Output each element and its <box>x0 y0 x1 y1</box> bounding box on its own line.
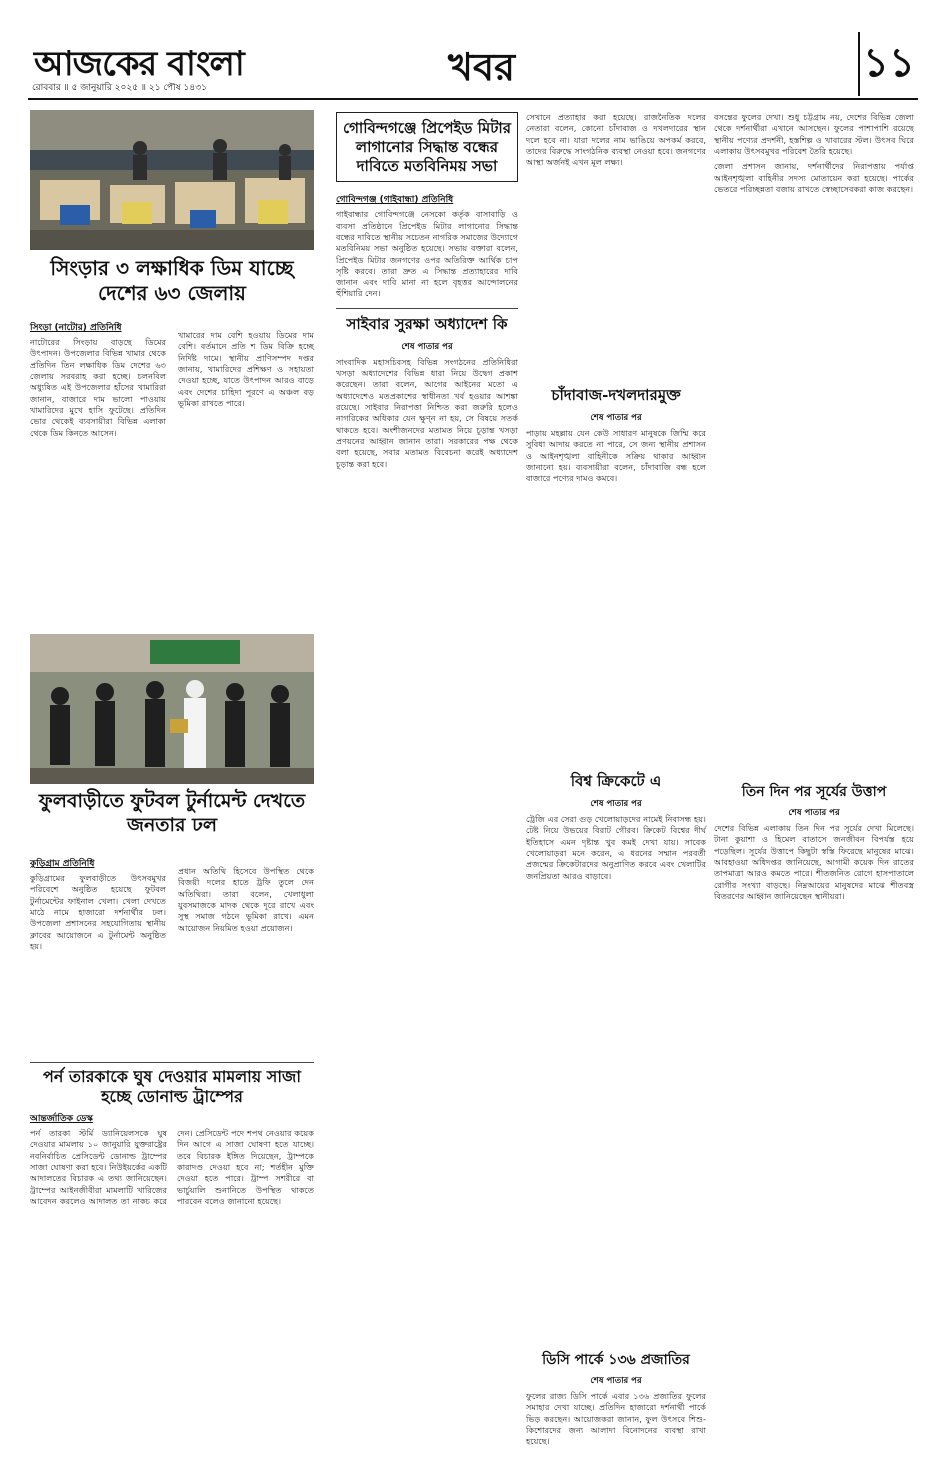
football-headline: ফুলবাড়ীতে ফুটবল টুর্নামেন্ট দেখতে জনতার ঢল <box>38 790 306 836</box>
eggs-headline: সিংড়ার ৩ লক্ষাধিক ডিম যাচ্ছে দেশের ৬৩ জেলায় <box>50 256 294 305</box>
trump-byline: আন্তর্জাতিক ডেস্ক <box>30 1114 93 1124</box>
cyber-headline: সাইবার সুরক্ষা অধ্যাদেশ কি <box>346 314 508 333</box>
chandabaj-body-b: পাড়ায় মহল্লায় যেন কেউ সাধারণ মানুষকে জিম্মি করে সুবিধা আদায় করতে না পারে, সে জন্য স্থানীয় প্রশাসন ও আইনশৃঙ্খলা বাহিনীকে সক্রিয় থাকার আহ্বান জানানো হয়। ব্যবসায়ীরা বলেন, চাঁদাবাজি বন্ধ হলে বাজারে পণ্যের দামও কমবে। <box>526 428 706 484</box>
meter-headline: গোবিন্দগঞ্জে প্রিপেইড মিটার লাগানোর সিদ্ধান্ত বন্ধের দাবিতে মতবিনিময় সভা <box>336 112 518 182</box>
football-byline: কুড়িগ্রাম প্রতিনিধি <box>30 859 95 869</box>
eggs-byline: সিংড়া (নাটোর) প্রতিনিধি <box>30 323 122 333</box>
page-number: ১১ <box>858 32 918 96</box>
section-divider <box>336 308 518 309</box>
cold-headline: তিন দিন পর সূর্যের উত্তাপ <box>741 784 887 800</box>
chandabaj-continued: শেষ পাতার পর <box>590 413 642 423</box>
cold-body: দেশের বিভিন্ন এলাকায় তিন দিন পর সূর্যের দেখা মিলেছে। টানা কুয়াশা ও হিমেল বাতাসে জনজীবন বিপর্যস্ত হয়ে পড়েছিল। সূর্যের উত্তাপে কিছুটা স্বস্তি ফিরেছে মানুষের মাঝে। আবহাওয়া অধিদপ্তর জানিয়েছে, আগামী কয়েক দিন রাতের তাপমাত্রা আরও কমতে পারে। শীতজনিত রোগে হাসপাতালে রোগীর সংখ্যা বাড়ছে। নিম্নআয়ের মানুষদের মাঝে শীতবস্ত্র বিতরণের আহ্বান জানিয়েছেন স্থানীয়রা। <box>714 823 914 901</box>
butterfly-continued: শেষ পাতার পর <box>590 1376 642 1386</box>
chandabaj-headline: চাঁদাবাজ-দখলদারমুক্ত <box>551 386 681 404</box>
cyber-continued: শেষ পাতার পর <box>401 341 453 352</box>
eggs-body-1: নাটোরের সিংড়ায় বাড়ছে ডিমের উৎপাদন। উপজেলার বিভিন্ন খামার থেকে প্রতিদিন তিন লক্ষাধিক ডিম দেশের ৬৩ জেলায় সরবরাহ করা হচ্ছে। চলনবিল অধ্যুষিত এই উপজেলার হাঁসের খামারিরা জানান, বাজারে দাম ভালো পাওয়ায় খামারিদের মুখে হাসি ফুটেছে। প্রতিদিন ভোর থেকেই ব্যবসায়ীরা বিভিন্ন এলাকা থেকে ডিম কিনতে আসেন। <box>30 337 166 438</box>
section-divider <box>30 1062 314 1063</box>
section-title: খবর <box>448 44 516 89</box>
meter-body: গাইবান্ধার গোবিন্দগঞ্জে নেসকো কর্তৃক বাসাবাড়ি ও ব্যবসা প্রতিষ্ঠানে প্রিপেইড মিটার লাগানোর সিদ্ধান্ত বন্ধের দাবিতে স্থানীয় সচেতন নাগরিক সমাজের উদ্যোগে মতবিনিময় সভা অনুষ্ঠিত হয়েছে। সভায় বক্তারা বলেন, প্রিপেইড মিটার জনগণের ওপর অতিরিক্ত আর্থিক চাপ সৃষ্টি করবে। তারা দ্রুত এ সিদ্ধান্ত প্রত্যাহারের দাবি জানান এবং দাবি মানা না হলে বৃহত্তর আন্দোলনের হুঁশিয়ারি দেন। <box>336 209 518 299</box>
cricket-body: ট্রেজি এর সেরা গুড় খেলোয়াড়দের নামেই নিবাসন্ধ হয়। টেষ্ট নিয়ে উভয়ের বিরাট গৌরব। ক্রিকেট বিশ্বের দীর্ঘ ইতিহাসে এমন দৃষ্টান্ত খুব কমই দেখা যায়। সাবেক খেলোয়াড়রা মনে করেন, এ ধরনের সম্মান পরবর্তী প্রজন্মের ক্রিকেটারদের অনুপ্রাণিত করবে এবং খেলাটির জনপ্রিয়তা আরও বাড়াবে। <box>526 814 706 881</box>
football-body-1: কুড়িগ্রামের ফুলবাড়ীতে উৎসবমুখর পরিবেশে অনুষ্ঠিত হয়েছে ফুটবল টুর্নামেন্টের ফাইনাল খেলা। খেলা দেখতে মাঠে নামে হাজারো দর্শনার্থীর ঢল। উপজেলা প্রশাসনের সহযোগিতায় স্থানীয় ক্লাবের আয়োজনে এ টুর্নামেন্ট অনুষ্ঠিত হয়। <box>30 873 166 951</box>
cricket-headline: বিশ্ব ক্রিকেটে এ <box>570 772 662 790</box>
butterfly-body: ফুলের রাজ্য ডিসি পার্কে এবার ১৩৬ প্রজাতির ফুলের সমাহার দেখা যাচ্ছে। প্রতিদিন হাজারো দর্শনার্থী পার্কে ভিড় করছেন। আয়োজকরা জানান, ফুল উৎসবে শিশু-কিশোরদের জন্য আলাদা বিনোদনের ব্যবস্থা রাখা হয়েছে। <box>526 1391 706 1447</box>
issue-date: রোববার ॥ ৫ জানুয়ারি ২০২৫ ॥ ২১ পৌষ ১৪৩১ <box>32 83 207 93</box>
cricket-continued: শেষ পাতার পর <box>590 799 642 809</box>
cold-continued: শেষ পাতার পর <box>788 808 840 818</box>
trump-headline: পর্ন তারকাকে ঘুষ দেওয়ার মামলায় সাজা হচ্ছে ডোনাল্ড ট্রাম্পের <box>43 1067 301 1106</box>
newspaper-name: আজকের বাংলা <box>34 44 244 84</box>
masthead-rule <box>28 98 918 100</box>
column-d-body-2: জেলা প্রশাসন জানায়, দর্শনার্থীদের নিরাপত্তায় পর্যাপ্ত আইনশৃঙ্খলা বাহিনীর সদস্য মোতায়েন করা হয়েছে। পার্কের ভেতরে পরিচ্ছন্নতা বজায় রাখতে স্বেচ্ছাসেবকরা কাজ করছেন। <box>714 161 914 194</box>
football-body-2: প্রধান অতিথি হিসেবে উপস্থিত থেকে বিজয়ী দলের হাতে ট্রফি তুলে দেন অতিথিরা। তারা বলেন, খেলাধুলা যুবসমাজকে মাদক থেকে দূরে রাখে এবং সুস্থ সমাজ গঠনে ভূমিকা রাখে। এমন আয়োজন নিয়মিত হওয়া প্রয়োজন। <box>178 866 314 933</box>
egg-market-photo <box>30 110 314 250</box>
cyber-body: সাংবাদিক মহাসচিবসহ বিভিন্ন সংগঠনের প্রতিনিধিরা খসড়া অধ্যাদেশের বিভিন্ন ধারা নিয়ে উদ্বেগ প্রকাশ করেছেন। তারা বলেন, আগের আইনের মতো এ অধ্যাদেশেও মতপ্রকাশের স্বাধীনতা খর্ব হওয়ার আশঙ্কা রয়েছে। সাইবার নিরাপত্তা নিশ্চিত করা জরুরি হলেও নাগরিকের অধিকার যেন ক্ষুণ্ন না হয়, সে বিষয়ে সতর্ক থাকতে হবে। অংশীজনদের মতামত নিয়ে চূড়ান্ত খসড়া প্রণয়নের আহ্বান জানান তারা। সরকারের পক্ষ থেকে বলা হয়েছে, সবার মতামত বিবেচনা করেই অধ্যাদেশ চূড়ান্ত করা হবে। <box>336 356 518 469</box>
eggs-body-2: খামারের দাম বেশি হওয়ায় ডিমের দাম বেশি। বর্তমানে প্রতি শ ডিম বিক্রি হচ্ছে নির্দিষ্ট দামে। স্থানীয় প্রাণিসম্পদ দপ্তর জানায়, খামারিদের প্রশিক্ষণ ও সহায়তা দেওয়া হচ্ছে, যাতে উৎপাদন আরও বাড়ে এবং দেশের চাহিদা পূরণে এ অঞ্চল বড় ভূমিকা রাখতে পারে। <box>178 330 314 408</box>
meter-byline: গোবিন্দগঞ্জ (গাইবান্ধা) প্রতিনিধি <box>336 195 454 206</box>
football-award-photo <box>30 634 314 784</box>
chandabaj-body-a: সেখানে প্রত্যাহার করা হয়েছে। রাজনৈতিক দলের নেতারা বলেন, কোনো চাঁদাবাজ ও দখলদারের স্থান দলে হবে না। যারা দলের নাম ভাঙিয়ে অপকর্ম করবে, তাদের বিরুদ্ধে সাংগঠনিক ব্যবস্থা নেওয়া হবে। জনগণের আস্থা অর্জনই এখন মূল লক্ষ্য। <box>526 112 706 168</box>
trump-body: পর্ন তারকা স্টর্মি ড্যানিয়েলসকে ঘুষ দেওয়ার মামলায় ১০ জানুয়ারি যুক্তরাষ্ট্রের নবনির্বাচিত প্রেসিডেন্ট ডোনাল্ড ট্রাম্পের সাজা ঘোষণা করা হবে। নিউইয়র্কের একটি আদালতের বিচারক এ তথ্য জানিয়েছেন। ট্রাম্পের আইনজীবীরা মামলাটি খারিজের আবেদন করলেও আদালত তা নাকচ করে দেন। প্রেসিডেন্ট পদে শপথ নেওয়ার কয়েক দিন আগে এ সাজা ঘোষণা হতে যাচ্ছে। তবে বিচারক ইঙ্গিত দিয়েছেন, ট্রাম্পকে কারাদণ্ড দেওয়া হবে না; শর্তহীন মুক্তি দেওয়া হতে পারে। ট্রাম্প সশরীরে বা ভার্চুয়ালি শুনানিতে উপস্থিত থাকতে পারবেন বলেও জানানো হয়েছে। <box>30 1128 314 1206</box>
masthead <box>28 32 918 96</box>
butterfly-headline: ডিসি পার্কে ১৩৬ প্রজাতির <box>542 1352 690 1368</box>
column-d-body-1: বসন্তের ফুলের দেখা। শুধু চট্টগ্রাম নয়, দেশের বিভিন্ন জেলা থেকে দর্শনার্থীরা এখানে আসছেন। ফুলের পাশাপাশি রয়েছে স্থানীয় পণ্যের প্রদর্শনী, হস্তশিল্প ও খাবারের স্টল। উৎসব ঘিরে এলাকায় উৎসবমুখর পরিবেশ তৈরি হয়েছে। <box>714 112 914 156</box>
